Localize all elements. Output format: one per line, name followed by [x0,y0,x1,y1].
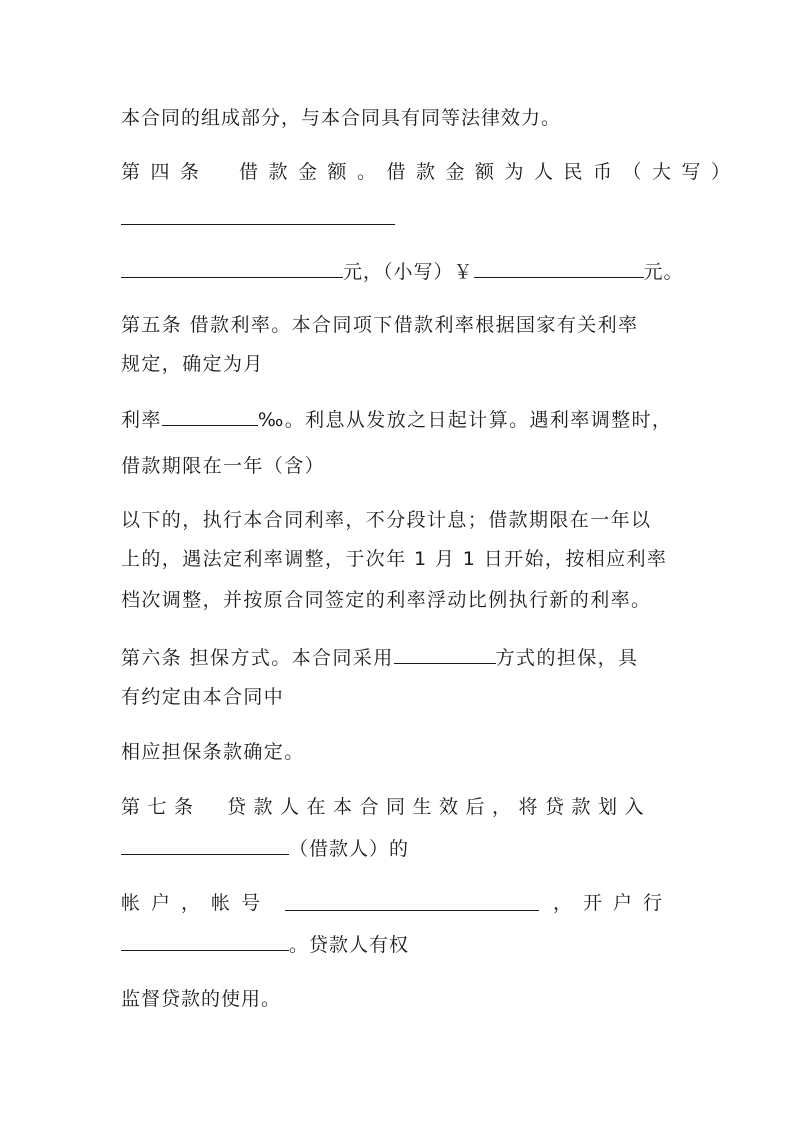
amount-line [121,258,684,284]
text: 第四条 借款金额。借款金额为人民币（大写） [121,161,741,183]
bank-name-blank[interactable] [121,931,289,951]
amount-uppercase-blank-2[interactable] [121,258,343,278]
monthly-rate-blank[interactable] [162,406,258,426]
borrower-line [121,835,673,861]
text: 元。 [643,261,684,283]
text: 借款期限在一年（含） [121,455,326,477]
para-line [121,508,673,532]
para-line [121,987,673,1011]
text: 。贷款人有权 [289,934,410,956]
para-line [121,352,673,376]
article-4-heading [121,160,741,184]
article-6-line [121,644,673,670]
para-line [121,740,673,764]
text: ，开户行 [552,892,673,914]
text: 有约定由本合同中 [121,686,285,708]
text: 利率 [121,409,162,431]
text: 方式的担保，具 [495,647,639,669]
account-line [121,891,673,915]
bank-line [121,931,673,957]
amount-uppercase-blank[interactable] [121,205,395,225]
borrower-name-blank[interactable] [121,835,289,855]
rate-line [121,406,673,432]
text: 以下的，执行本合同利率，不分段计息；借款期限在一年以 [121,509,652,531]
text: 第五条 借款利率。本合同项下借款利率根据国家有关利率 [121,314,639,336]
para-line [121,685,673,709]
para-line [121,588,673,612]
text: 本合同的组成部分，与本合同具有同等法律效力。 [121,107,562,129]
amount-lowercase-blank[interactable] [474,258,644,278]
para-line [121,454,673,478]
text: 第六条 担保方式。本合同采用 [121,647,394,669]
guarantee-method-blank[interactable] [394,644,496,664]
text: 档次调整，并按原合同签定的利率浮动比例执行新的利率。 [121,589,652,611]
text: 相应担保条款确定。 [121,741,305,763]
amount-blank-line [121,205,673,231]
article-5-line [121,313,673,337]
account-number-blank[interactable] [285,891,539,911]
text: 元，（小写）￥ [343,261,474,283]
text: 监督贷款的使用。 [121,988,282,1010]
text: ‰。利息从发放之日起计算。遇利率调整时， [257,409,673,431]
para-line [121,106,673,130]
text: 帐户，帐号 [121,892,272,914]
text: 上的，遇法定利率调整，于次年 1 月 1 日开始，按相应利率 [121,548,668,570]
article-7-heading [121,795,673,819]
text: 第七条 贷款人在本合同生效后，将贷款划入 [121,796,652,818]
text: 规定，确定为月 [121,353,264,375]
para-line [121,547,673,571]
text: （借款人）的 [289,838,410,860]
